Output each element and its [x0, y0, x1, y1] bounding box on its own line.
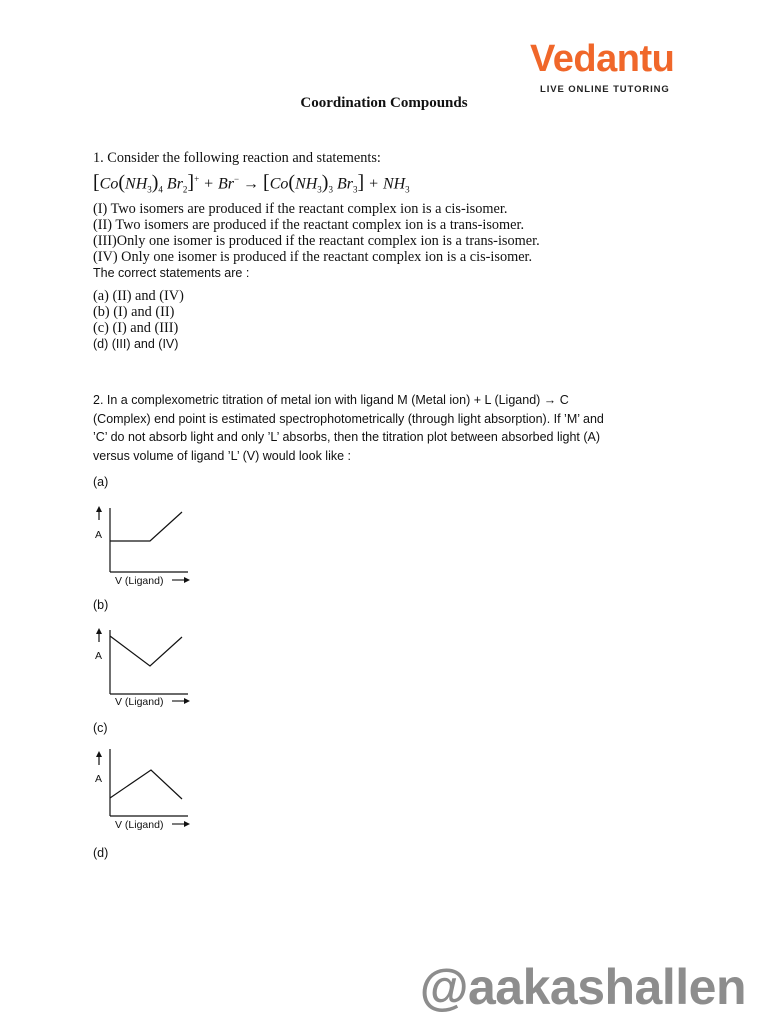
question-1 [93, 150, 713, 281]
graph-option-a-label: (a) [93, 475, 109, 489]
vedantu-logo [530, 40, 680, 100]
option-b: (b) (I) and (II) [93, 304, 175, 320]
y-axis-label: A [95, 773, 103, 785]
reaction-equation: [$Co(NH_3)_4$ $Br_2]^+ + Br^- \to [Co(NH_3)_3$ $Br_3] + NH_3$ [93, 171, 410, 195]
option-c: (c) (I) and (III) [93, 320, 179, 336]
graph-option-b [93, 622, 203, 714]
question-1-options [93, 288, 184, 352]
statement-3: (III)Only one isomer is produced if the reactant complex ion is a trans-isomer. [93, 232, 540, 249]
question-2 [93, 391, 693, 465]
x-axis-label: V (Ligand) [115, 819, 164, 831]
graph-option-a [93, 500, 203, 592]
logo-tagline: LIVE ONLINE TUTORING [540, 84, 670, 95]
y-arrowhead-icon [96, 628, 102, 634]
x-arrowhead-icon [184, 821, 190, 827]
y-arrowhead-icon [96, 506, 102, 512]
question-2-line-2: (Complex) end point is estimated spectrophotometrically (through light absorption). If ’M’ and [93, 411, 604, 426]
x-arrowhead-icon [184, 698, 190, 704]
watermark: @aakashallen [419, 959, 746, 1015]
x-axis-label: V (Ligand) [115, 575, 164, 587]
y-arrowhead-icon [96, 751, 102, 757]
curve-c [110, 770, 182, 799]
question-2-line-4: versus volume of ligand ’L’ (V) would look like : [93, 448, 351, 463]
logo-wordmark: Vedantu [530, 38, 675, 80]
option-d: (d) (III) and (IV) [93, 337, 179, 351]
question-1-prompt: The correct statements are : [93, 265, 250, 280]
statement-2: (II) Two isomers are produced if the reactant complex ion is a trans-isomer. [93, 216, 525, 233]
option-a: (a) (II) and (IV) [93, 288, 184, 304]
question-2-line-1: 2. In a complexometric titration of metal ion with ligand M (Metal ion) + L (Ligand) → C [93, 393, 569, 407]
statement-4: (IV) Only one isomer is produced if the reactant complex ion is a cis-isomer. [93, 248, 533, 265]
x-arrowhead-icon [184, 577, 190, 583]
statement-1: (I) Two isomers are produced if the reactant complex ion is a cis-isomer. [93, 200, 508, 217]
graph-option-b-label: (b) [93, 598, 109, 612]
graph-option-c [93, 745, 203, 837]
question-1-stem: 1. Consider the following reaction and statements: [93, 150, 381, 166]
question-2-line-3: ’C’ do not absorb light and only ’L’ absorbs, then the titration plot between absorbed light (A) [93, 430, 601, 444]
curve-b [110, 636, 182, 666]
graph-option-d-label: (d) [93, 846, 109, 860]
y-axis-label: A [95, 650, 103, 662]
curve-a [110, 512, 182, 541]
page-title: Coordination Compounds [300, 95, 468, 111]
y-axis-label: A [95, 529, 103, 541]
graph-option-c-label: (c) [93, 721, 108, 735]
x-axis-label: V (Ligand) [115, 696, 164, 708]
